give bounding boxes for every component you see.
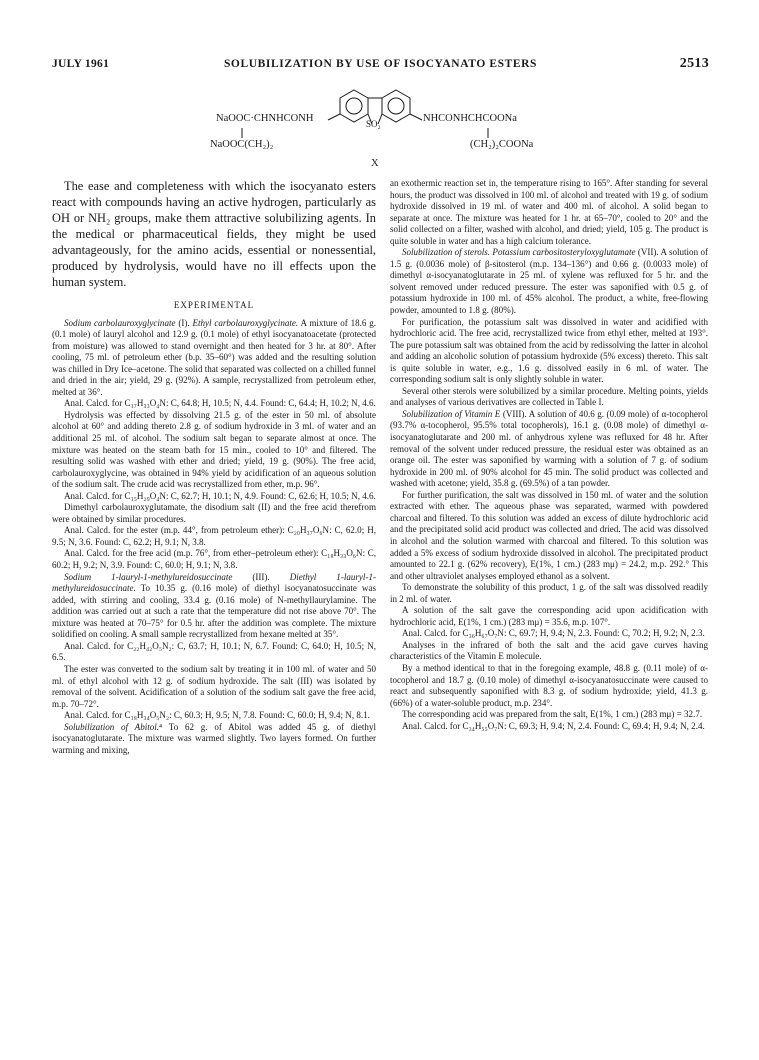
compound-subheading: Ethyl carbolauroxyglycinate. bbox=[192, 317, 299, 328]
paragraph-abitol: Solubilization of Abitol.⁴ To 62 g. of Abitol was added 45 g. of diethyl isocyanatoglutarate. The mixture was warmed slightly. Two layers formed. On further warming and mixing, bbox=[52, 721, 376, 755]
paragraph-sterols: Solubilization of sterols. Potassium carbositosteryloxyglutamate (VII). A solution of 1.5 g. (0.0036 mole) of β-sitosterol (m.p. 134–136°) and 0.66 g. (0.0033 mole) of dimethyl α-isocyanatoglutarate in 25 ml. of xylene was refluxed for 5 hr. and the solvent removed under reduced pressure. The ester was saponified with 0.5 g. of potassium hydroxide in 100 ml. of 45% alcohol. The product, a white, free-flowing powder, amounted to 1.8 g. (80%). bbox=[390, 247, 708, 316]
sulfonyl-group: SO₂ bbox=[366, 119, 381, 129]
compound-heading: Solubilization of sterols. Potassium carbositosteryloxyglutamate bbox=[402, 247, 636, 258]
analysis-paragraph: Anal. Calcd. for C₁₈H₃₄O₅N₂: C, 60.3; H, 9.5; N, 7.8. Found: C, 60.0; H, 9.4; N, 8.1. bbox=[64, 710, 370, 721]
right-branch: (CH₂)₂COONa bbox=[470, 139, 534, 150]
header-title: SOLUBILIZATION BY USE OF ISOCYANATO ESTERS bbox=[223, 58, 538, 70]
paragraph-sodium-carbolauroxyglycinate: Sodium carbolauroxyglycinate (I). Ethyl carbolauroxyglycinate. A mixture of 18.6 g. (0.1 mole) of lauryl alcohol and 12.9 g. (0.1 mole) of ethyl isocyanatoacetate (protected from moisture) was allowed to stand overnight and then heated for 3 hr. at 80°. After cooling, 75 ml. of petroleum ether (b.p. 35–60°) was added and the resulting solution was chilled in Dry Ice–acetone. The solid that separated was collected on a chilled funnel and dried in the air; yield, 29 g. (92%). A sample, recrystallized from petroleum ether, melted at 36°. bbox=[52, 317, 377, 397]
compound-heading: Solubilization of Vitamin E bbox=[402, 408, 501, 419]
page-number: 2513 bbox=[679, 56, 709, 71]
running-header bbox=[52, 58, 709, 74]
paragraph: For purification, the potassium salt was dissolved in water and acidified with hydrochloric acid. The free acid, recrystallized twice from ethyl ether, melted at 193°. The pure potassium salt was obtained from the acid by redissolving the latter in alcohol and adding an alcoholic solution of potassium hydroxide (5% excess) thereto. This salt is quite soluble in water, e.g., 1.6 g. dissolved easily in 6 ml. of water. The corresponding sodium salt is only slightly soluble in water. bbox=[390, 316, 708, 385]
analysis-paragraph: Anal. Calcd. for C₂₂H₄₂O₅N₂: C, 63.7; H, 10.1; N, 6.7. Found: C, 64.0; H, 10.5; N, 6.5. bbox=[52, 640, 376, 663]
compound-heading: Sodium carbolauroxyglycinate bbox=[64, 317, 176, 328]
analysis-paragraph: Anal. Calcd. for C₁₅H₂₉O₄N: C, 62.7; H, 10.1; N, 4.9. Found: C, 62.6; H, 10.5; N, 4.6. bbox=[64, 490, 376, 501]
right-column bbox=[390, 178, 708, 732]
header-date: JULY 1961 bbox=[52, 58, 110, 70]
left-column bbox=[52, 178, 376, 756]
left-branch: NaOOC(CH₂)₂ bbox=[210, 139, 274, 150]
paragraph: Hydrolysis was effected by dissolving 21.5 g. of the ester in 50 ml. of absolute alcohol at 60° and adding thereto 2.8 g. of sodium hydroxide in 3 ml. of water and an additional 25 ml. of alcohol. The sodium salt began to separate almost at once. The mixture was heated on the steam bath for 15 min., cooled to 10° and filtered. The resulting solid was washed with ether and dried; yield, 19 g. (90%). The free acid, carbolauroxyglycine, was obtained in 94% yield by acidification of an aqueous solution of the sodium salt. The crude acid was recrystallized from ether, m.p. 96°. bbox=[52, 409, 376, 490]
paragraph: Dimethyl carbolauroxyglutamate, the disodium salt (II) and the free acid therefrom were obtained by similar procedures. bbox=[52, 502, 376, 524]
paragraph-ureidosuccinate: Sodium 1-lauryl-1-methylureidosuccinate (III). Diethyl 1-lauryl-1-methylureidosuccinate. To 10.35 g. (0.16 mole) of diethyl isocyanatosuccinate was added, with stirring and cooling, 33.4 g. (0.16 mole) of N-methyllaurylamine. The addition was carried out at such a rate that the temperature did not rise above 70°. The mixture was heated at 70–75° for 0.5 hr. after the addition was complete. The mixture solidified on cooling. A small sample recrystallized from hexane melted at 35°. bbox=[52, 571, 376, 640]
paragraph: To demonstrate the solubility of this product, 1 g. of the salt was dissolved readily in 2 ml. of water. bbox=[390, 582, 708, 604]
compound-label: X bbox=[371, 158, 379, 169]
paragraph: Several other sterols were solubilized by a similar procedure. Melting points, yields and analyses of various derivatives are collected in Table I. bbox=[390, 385, 708, 408]
compound-heading: Sodium 1-lauryl-1-methylureidosuccinate bbox=[64, 571, 233, 582]
right-substituent: NHCONHCHCOONa bbox=[423, 113, 517, 124]
compound-heading: Solubilization of Abitol. bbox=[64, 721, 160, 732]
compound-subheading: Diethyl 1-lauryl-1-methylureidosuccinate. bbox=[52, 571, 376, 594]
paragraph: The corresponding acid was prepared from the salt, E(1%, 1 cm.) (283 mμ) = 32.7. bbox=[402, 709, 703, 720]
paragraph: The ester was converted to the sodium salt by treating it in 100 ml. of water and 50 ml. of ethyl alcohol with 12 g. of sodium hydroxide. The salt (III) was isolated by removal of the solvent. Acidification of a solution of the sodium salt gave the free acid, m.p. 70–72°. bbox=[52, 663, 376, 709]
intro-paragraph: The ease and completeness with which the isocyanato esters react with compounds having an active hydrogen, particularly as OH or NH₂ groups, make them attractive solubilizing agents. In the medical or pharmaceutical fields, they might be used advantageously, for the amino acids, essential or nonessential, produced by hydrolysis, would have no ill effects upon the human system. bbox=[52, 179, 376, 289]
structure-figure-x bbox=[150, 82, 630, 174]
analysis-paragraph: Anal. Calcd. for C₃₄H₅₅O₇N: C, 69.3; H, 9.4; N, 2.4. Found: C, 69.4; H, 9.4; N, 2.4. bbox=[402, 720, 705, 731]
right-benzene-ring bbox=[382, 90, 410, 122]
analysis-paragraph: Anal. Calcd. for the free acid (m.p. 76°, from ether–petroleum ether): C₁₈H₃₃O₆N: C, 60.2; H, 9.2; N, 3.9. Found: C, 60.0; H, 9.1; N, 3.8. bbox=[52, 548, 376, 571]
analysis-paragraph: Anal. Calcd. for C₁₇H₃₃O₄N: C, 64.8; H, 10.5; N, 4.4. Found: C, 64.4; H, 10.2; N, 4.6. bbox=[64, 398, 376, 409]
paragraph: By a method identical to that in the foregoing example, 48.8 g. (0.11 mole) of α-tocopherol and 18.7 g. (0.10 mole) of dimethyl α-isocyanatosuccinate were caused to react and subsequently saponified with 8.3 g. of sodium hydroxide; yield, 41.3 g. (66%) of a water-soluble product, m.p. 234°. bbox=[390, 662, 708, 708]
paragraph: Analyses in the infrared of both the salt and the acid gave curves having characteristics of the Vitamin E molecule. bbox=[390, 639, 708, 662]
left-substituent: NaOOC·CHNHCONH bbox=[216, 113, 314, 124]
paragraph: A solution of the salt gave the corresponding acid upon acidification with hydrochloric acid, E(1%, 1 cm.) (283 mμ) = 35.6, m.p. 107°. bbox=[390, 605, 708, 627]
section-heading: EXPERIMENTAL bbox=[173, 300, 255, 310]
dibenzothiophene-ring-drawing bbox=[150, 82, 630, 174]
analysis-paragraph: Anal. Calcd. for C₃₆H₆₇O₇N: C, 69.7; H, 9.4; N, 2.3. Found: C, 70.2; H, 9.2; N, 2.3. bbox=[402, 628, 705, 639]
paragraph-vitamin-e: Solubilization of Vitamin E (VIII). A solution of 40.6 g. (0.09 mole) of α-tocopherol (93.7% α-tocopherol, 95.5% total tocopherols), 16.1 g. (0.08 mole) of dimethyl α-isocyanatoglutarate and 200 ml. of anhydrous xylene was refluxed for 48 hr. After removal of the solvent under reduced pressure, the residual ester was obtained as an orange oil. The ester was saponified by warming with a solution of 7 g. of sodium hydroxide in 200 ml. of 90% alcohol for 45 min. The solid product was collected and washed with acetone; yield, 35.8 g. (69.5%) of a tan powder. bbox=[390, 408, 708, 489]
paragraph: an exothermic reaction set in, the temperature rising to 165°. After standing for several hours, the product was dissolved in 100 ml. of alcohol and treated with 19 g. of sodium hydroxide dissolved in 19 ml. of water and 400 ml. of alcohol. A solid began to separate at once. The mixture was heated for 1 hr. at 65–70°, cooled to 20° and the solid collected on a filter, washed with alcohol, and dried; yield, 105 g. The product is quite soluble in water and has a high calcium tolerance. bbox=[390, 178, 708, 246]
analysis-paragraph: Anal. Calcd. for the ester (m.p. 44°, from petroleum ether): C₂₀H₃₇O₆N: C, 62.0; H, 9.5; N, 3.6. Found: C, 62.2; H, 9.1; N, 3.8. bbox=[52, 525, 376, 547]
left-benzene-ring bbox=[340, 90, 368, 122]
paragraph: For further purification, the salt was dissolved in 150 ml. of water and the solution extracted with ether. The aqueous phase was separated, warmed with powdered charcoal and filtered. To this solution was added an excess of dilute hydrochloric acid and the precipitated solid acid product was collected and dried. The acid was dissolved in alcohol and the solution warmed with charcoal and filtered. To this solution was added a 5% excess of sodium hydroxide dissolved in alcohol. The precipitated product amounted to 22.1 g. (62% recovery), E(1%, 1 cm.) (283 mμ) = 24.2, m.p. 292.° This and other ultraviolet analyses employed ethanol as a solvent. bbox=[390, 489, 708, 581]
